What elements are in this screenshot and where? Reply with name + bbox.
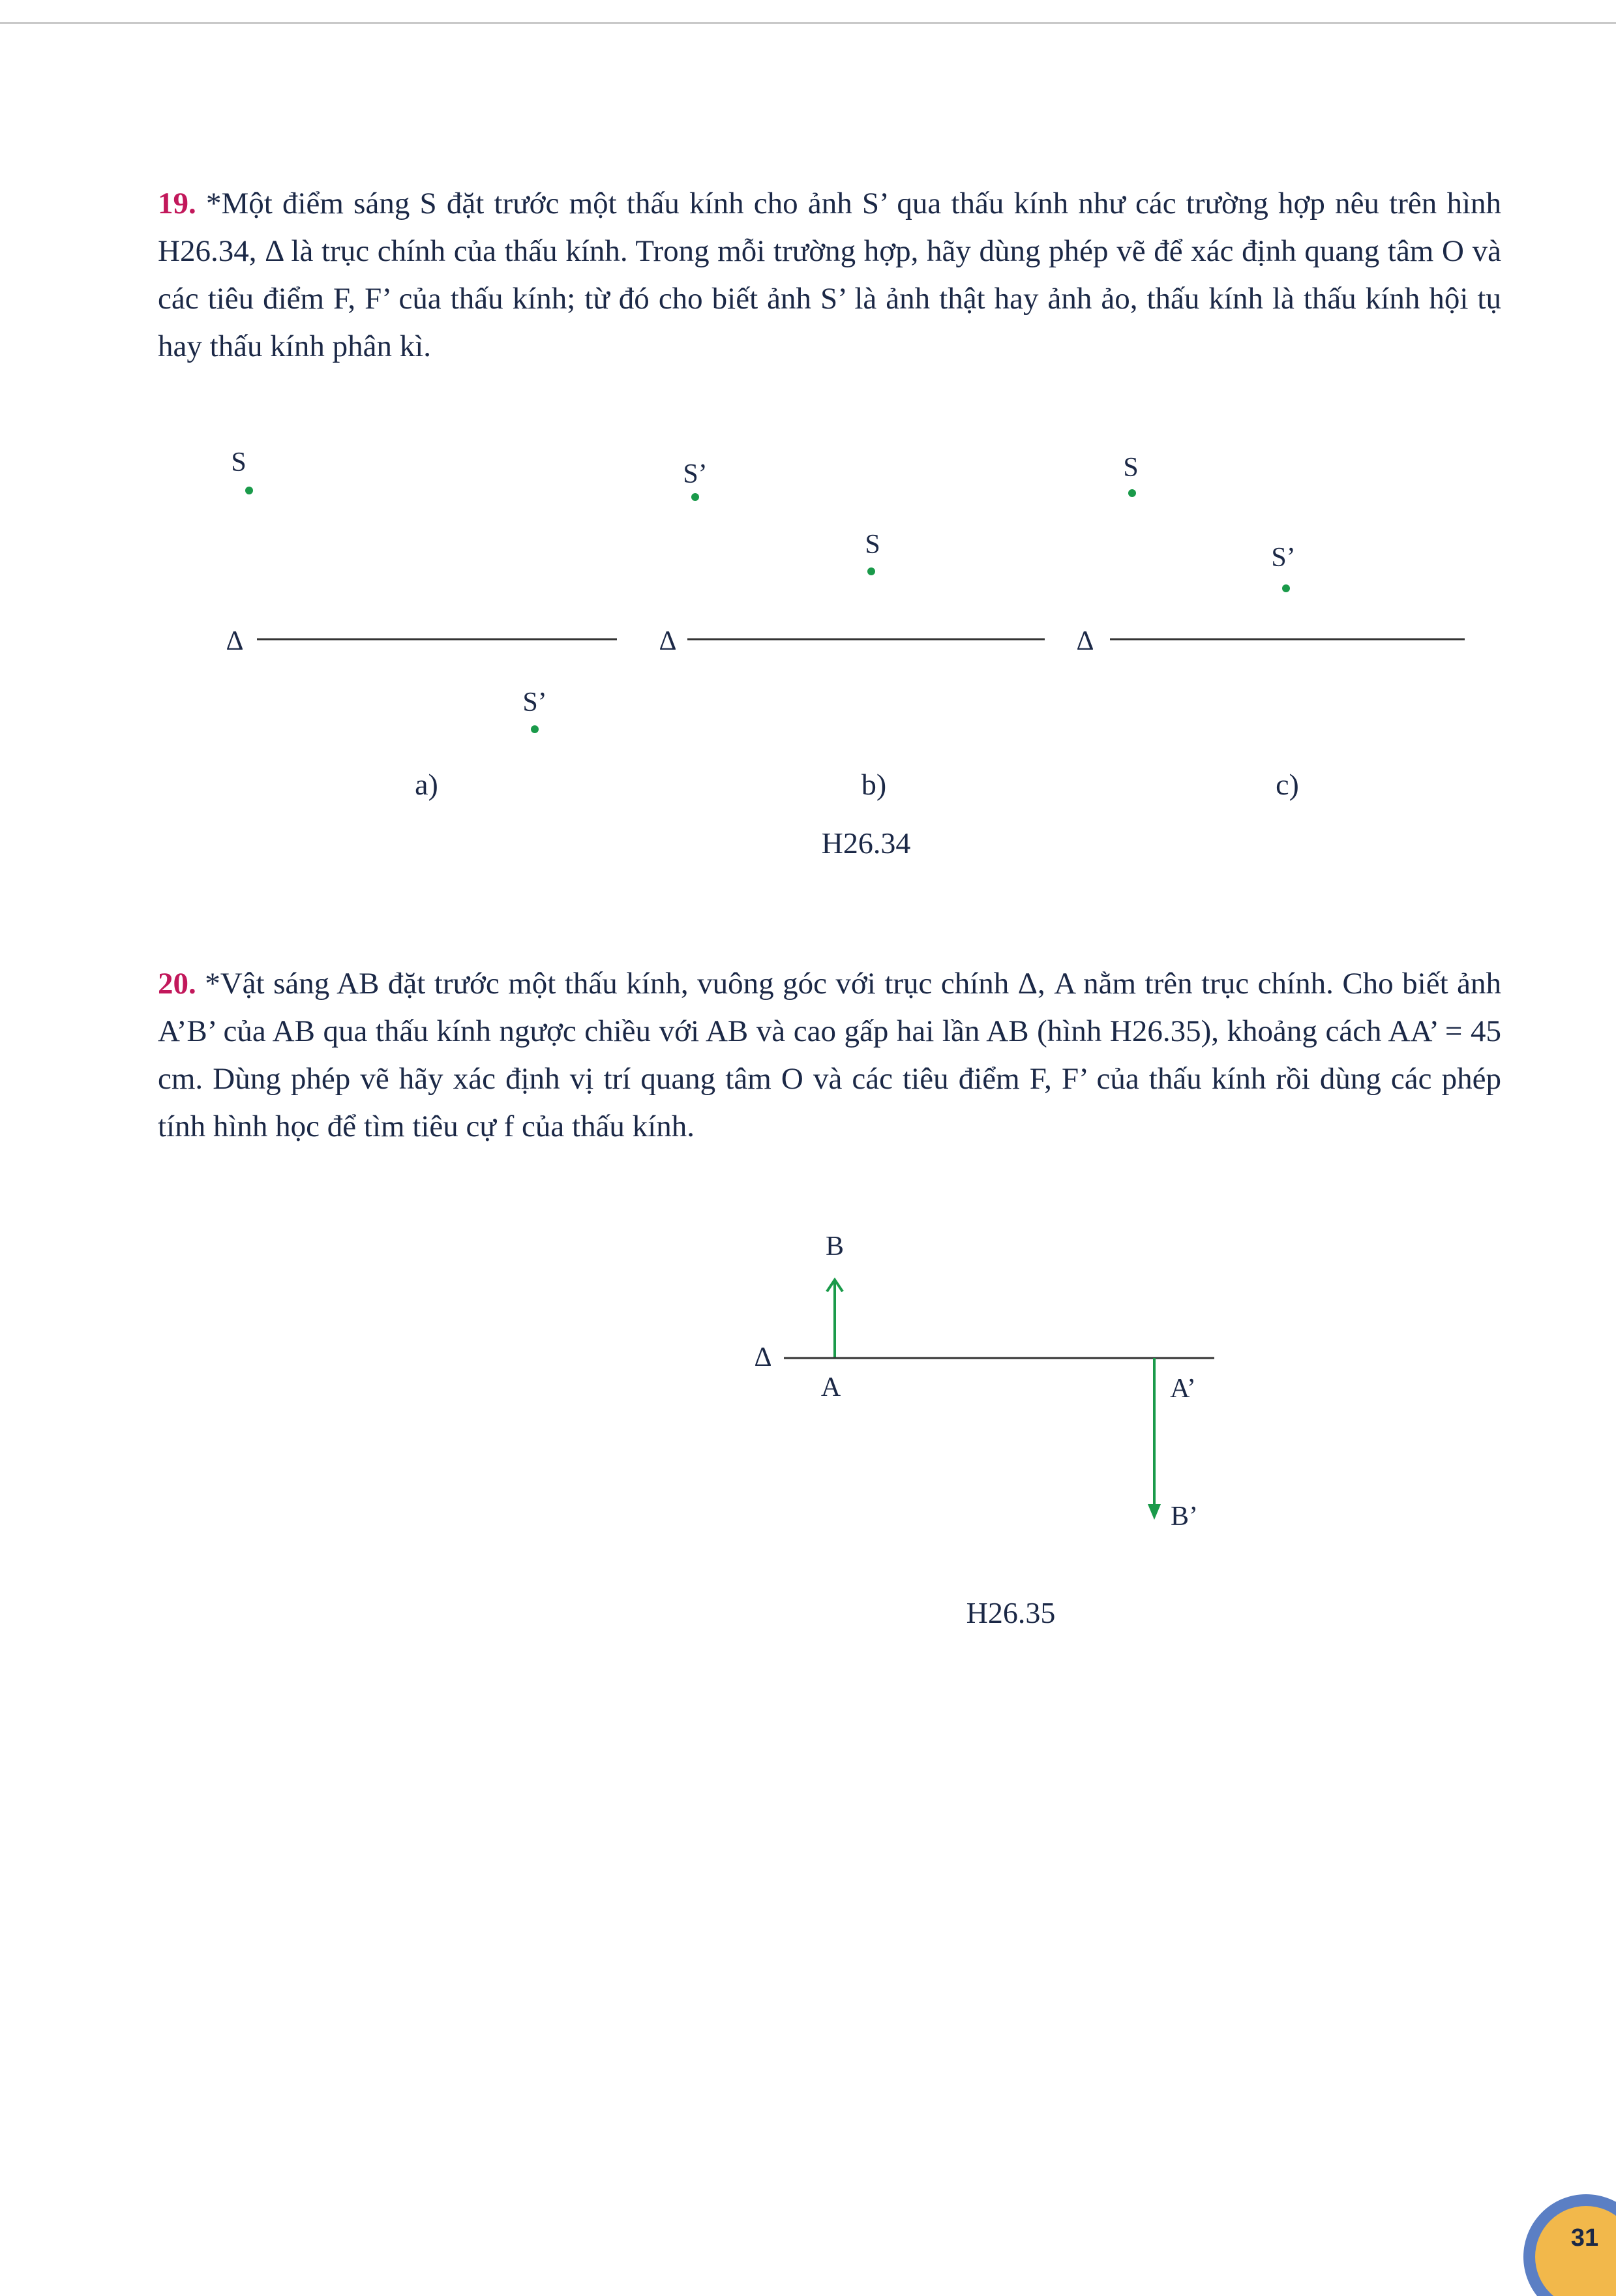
- figure-h26-35-caption: H26.35: [966, 1596, 1056, 1629]
- panel-a-label: a): [415, 768, 438, 801]
- figure-h26-34: [226, 447, 1465, 860]
- panel-a-s-prime-point: [531, 725, 539, 733]
- panel-b-s-point: [867, 567, 875, 575]
- image-arrowhead: [1148, 1504, 1161, 1520]
- figure-h26-35: [754, 1231, 1214, 1629]
- panel-c-axis-label: Δ: [1076, 626, 1094, 656]
- label-b: B: [825, 1231, 845, 1261]
- question-20-number: 20.: [158, 967, 196, 1001]
- question-19-number: 19.: [158, 187, 196, 220]
- panel-c-s-prime-label: S’: [1271, 543, 1296, 573]
- panel-a-axis-label: Δ: [226, 626, 244, 656]
- figure-h26-34-caption: H26.34: [821, 826, 911, 860]
- panel-c-s-label: S: [1123, 453, 1139, 483]
- question-20: [158, 960, 1501, 1151]
- label-b-prime: B’: [1171, 1502, 1198, 1532]
- panel-b-s-label: S: [865, 530, 880, 560]
- question-20-text: *Vật sáng AB đặt trước một thấu kính, vuông góc với trục chính Δ, A nằm trên trục chính. Cho biết ảnh A’B’ của AB qua thấu kính ngược chiều với AB và cao gấp hai lần AB (hình H26.35), khoảng cách AA’ = 45 cm. Dùng phép vẽ hãy xác định vị trí quang tâm O và các tiêu điểm F, F’ của thấu kính rồi dùng các phép tính hình học để tìm tiêu cự f của thấu kính.: [158, 967, 1501, 1143]
- panel-c-s-prime-point: [1282, 584, 1290, 592]
- panel-b-s-prime-label: S’: [683, 459, 708, 489]
- label-a-prime: A’: [1170, 1374, 1196, 1404]
- fig2-axis-label: Δ: [754, 1342, 772, 1372]
- panel-a-s-label: S: [231, 447, 247, 477]
- panel-b-label: b): [861, 768, 887, 801]
- panel-c-s-point: [1128, 489, 1136, 497]
- panel-a-s-prime-label: S’: [522, 687, 547, 718]
- panel-b: [659, 459, 1045, 801]
- panel-c: [1076, 453, 1465, 801]
- question-19-text: *Một điểm sáng S đặt trước một thấu kính cho ảnh S’ qua thấu kính như các trường hợp nêu trên hình H26.34, Δ là trục chính của thấu kính. Trong mỗi trường hợp, hãy dùng phép vẽ để xác định quang tâm O và các tiêu điểm F, F’ của thấu kính; từ đó cho biết ảnh S’ là ảnh thật hay ảnh ảo, thấu kính là thấu kính hội tụ hay thấu kính phân kì.: [158, 187, 1501, 363]
- label-a: A: [820, 1372, 841, 1402]
- panel-a-s-point: [245, 487, 253, 494]
- panel-b-axis-label: Δ: [659, 626, 677, 656]
- panel-b-s-prime-point: [691, 493, 699, 501]
- panel-c-label: c): [1276, 768, 1299, 801]
- panel-a: [226, 447, 617, 801]
- page-number: 31: [1570, 2224, 1599, 2252]
